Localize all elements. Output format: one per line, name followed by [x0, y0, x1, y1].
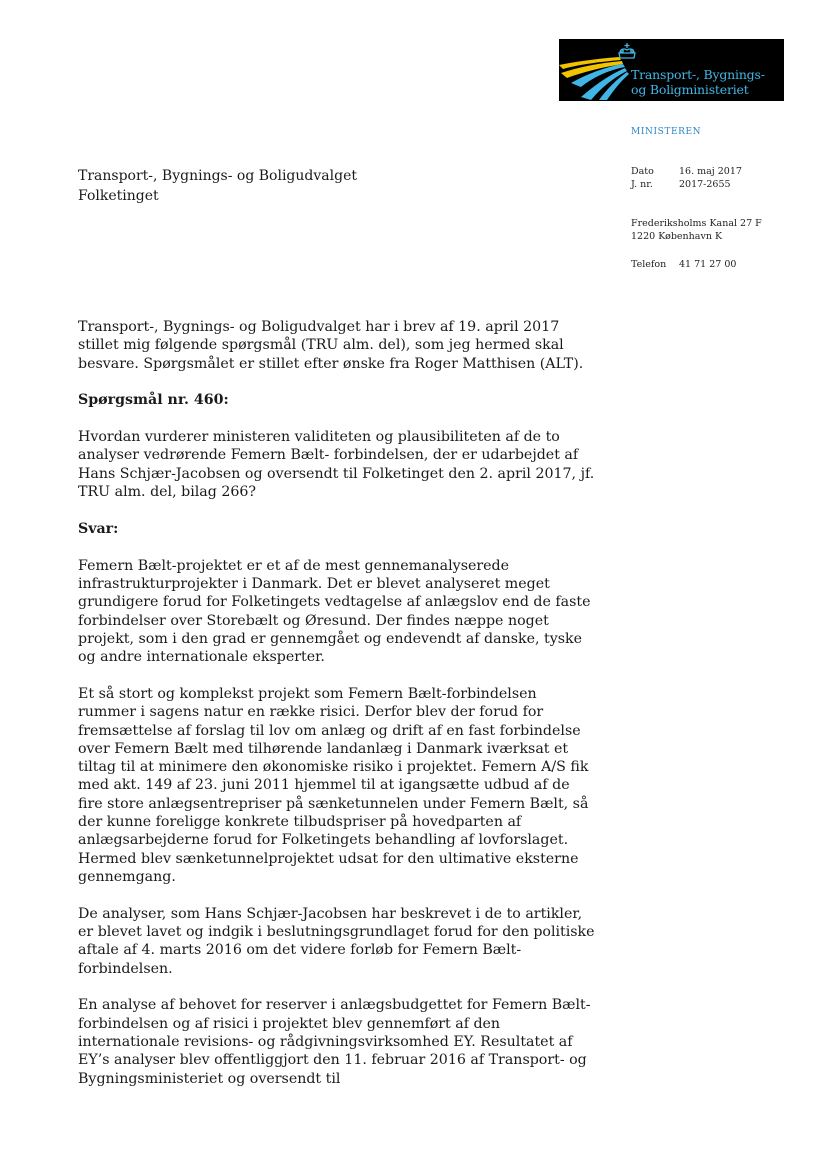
case-number-row — [631, 178, 731, 191]
letter-body — [78, 318, 598, 1106]
answer-paragraph-3: De analyser, som Hans Schjær-Jacobsen har beskrevet i de to artikler, er blevet lavet og indgik i beslutningsgrundlaget forud for den politiske aftale af 4. marts 2016 om det videre forløb for Femern Bælt-forbindelsen. — [78, 905, 595, 977]
logo-text-line1: Transport-, Bygnings- — [631, 67, 765, 82]
date-value: 16. maj 2017 — [679, 166, 742, 177]
address-line1: Frederiksholms Kanal 27 F — [631, 218, 762, 229]
phone-value: 41 71 27 00 — [679, 259, 737, 270]
crown-icon — [619, 43, 635, 58]
ministry-logo — [559, 39, 784, 101]
answer-paragraph-2: Et så stort og komplekst projekt som Femern Bælt-forbindelsen rummer i sagens natur en række risici. Derfor blev der forud for fremsættelse af forslag til lov om anlæg og drift af en fast forbindelse over Femern Bælt med tilhørende landanlæg i Danmark iværksat et tiltag til at minimere den økonomiske risiko i projektet. Femern A/S fik med akt. 149 af 23. juni 2011 hjemmel til at igangsætte udbud af de fire store anlægsentrepriser på sænketunnelen under Femern Bælt, så der kunne foreligge konkrete tilbudspriser på hovedparten af anlægsarbejderne forud for Folketingets behandling af lovforslaget. Hermed blev sænketunnelprojektet udsat for den ultimative eksterne gennemgang. — [78, 685, 589, 885]
case-number-value: 2017-2655 — [679, 179, 731, 190]
logo-text-line2: og Boligministeriet — [631, 82, 749, 97]
address-block — [631, 217, 762, 243]
case-number-label: J. nr. — [631, 179, 653, 190]
phone-label: Telefon — [631, 259, 667, 270]
recipient-block — [78, 166, 357, 206]
phone-row — [631, 258, 736, 271]
answer-heading: Svar: — [78, 520, 119, 537]
question-heading: Spørgsmål nr. 460: — [78, 392, 229, 409]
address-line2: 1220 København K — [631, 231, 723, 242]
recipient-line1: Transport-, Bygnings- og Boligudvalget — [78, 168, 357, 184]
question-paragraph: Hvordan vurderer ministeren validiteten og plausibiliteten af de to analyser vedrørende Femern Bælt- forbindelsen, der er udarbejdet af Hans Schjær-Jacobsen og oversendt til Folketinget den 2. april 2017, jf. TRU alm. del, bilag 266? — [78, 429, 595, 501]
answer-paragraph-1: Femern Bælt-projektet er et af de mest gennemanalyserede infrastrukturprojekter i Danmark. Det er blevet analyseret meget grundigere forud for Folketingets vedtagelse af anlægslov end de faste forbindelser over Storebælt og Øresund. Der findes næppe noget projekt, som i den grad er gennemgået og endevendt af danske, tyske og andre internationale eksperter. — [78, 557, 591, 666]
date-label: Dato — [631, 166, 654, 177]
recipient-line2: Folketinget — [78, 188, 159, 204]
answer-paragraph-4: En analyse af behovet for reserver i anlægsbudgettet for Femern Bælt-forbindelsen og af risici i projektet blev gennemført af den internationale revisions- og rådgivningsvirksomhed EY. Resultatet af EY’s analyser blev offentliggjort den 11. februar 2016 af Transport- og Bygningsministeriet og oversendt til — [78, 997, 591, 1087]
date-row — [631, 165, 742, 178]
intro-paragraph: Transport-, Bygnings- og Boligudvalget har i brev af 19. april 2017 stillet mig følgende spørgsmål (TRU alm. del), som jeg hermed skal besvare. Spørgsmålet er stillet efter ønske fra Roger Matthisen (ALT). — [78, 319, 584, 372]
sender-label: MINISTEREN — [631, 127, 702, 137]
